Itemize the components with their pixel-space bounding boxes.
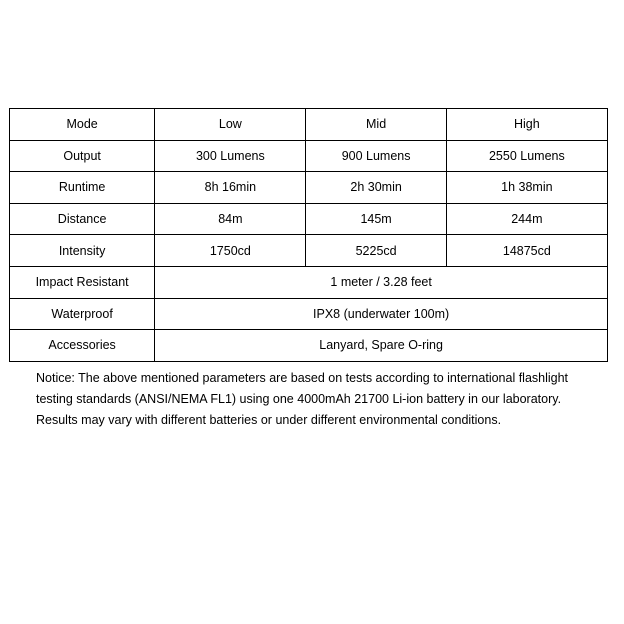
table-row-runtime — [10, 172, 608, 204]
cell-high: 244m — [446, 203, 607, 235]
table-row-distance — [10, 203, 608, 235]
cell-low: 8h 16min — [155, 172, 306, 204]
merged-cell: Lanyard, Spare O-ring — [155, 330, 608, 362]
spec-table — [9, 108, 608, 362]
cell-mid: 2h 30min — [306, 172, 446, 204]
table-header-row — [10, 109, 608, 141]
row-label: Distance — [10, 203, 155, 235]
table-row-waterproof — [10, 298, 608, 330]
header-mid: Mid — [306, 109, 446, 141]
merged-cell: IPX8 (underwater 100m) — [155, 298, 608, 330]
row-label: Intensity — [10, 235, 155, 267]
notice-text — [38, 368, 608, 431]
row-label: Accessories — [10, 330, 155, 362]
row-label: Waterproof — [10, 298, 155, 330]
table-row-output — [10, 140, 608, 172]
cell-high: 1h 38min — [446, 172, 607, 204]
cell-low: 84m — [155, 203, 306, 235]
header-high: High — [446, 109, 607, 141]
table-row-intensity — [10, 235, 608, 267]
table-row-accessories — [10, 330, 608, 362]
table-row-impact-resistant — [10, 266, 608, 298]
header-mode: Mode — [10, 109, 155, 141]
merged-cell: 1 meter / 3.28 feet — [155, 266, 608, 298]
notice-line: testing standards (ANSI/NEMA FL1) using one 4000mAh 21700 Li-ion battery in our laboratory. — [36, 392, 562, 406]
row-label: Impact Resistant — [10, 266, 155, 298]
row-label: Runtime — [10, 172, 155, 204]
cell-mid: 5225cd — [306, 235, 446, 267]
cell-low: 1750cd — [155, 235, 306, 267]
cell-high: 2550 Lumens — [446, 140, 607, 172]
row-label: Output — [10, 140, 155, 172]
cell-low: 300 Lumens — [155, 140, 306, 172]
notice-line: Results may vary with different batteries or under different environmental conditions. — [36, 413, 502, 427]
header-low: Low — [155, 109, 306, 141]
cell-mid: 900 Lumens — [306, 140, 446, 172]
cell-high: 14875cd — [446, 235, 607, 267]
notice-line: Notice: The above mentioned parameters are based on tests according to international flashlight — [36, 371, 569, 385]
cell-mid: 145m — [306, 203, 446, 235]
